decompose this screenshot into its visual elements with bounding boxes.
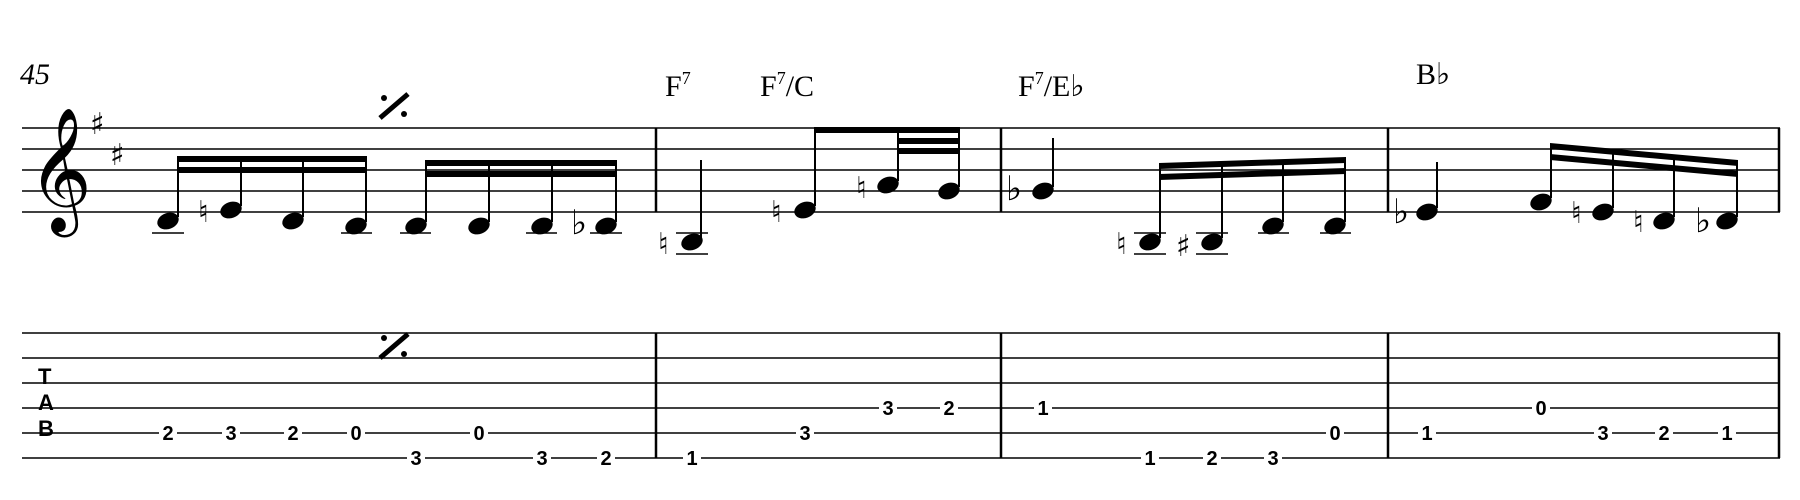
tab-fret-number: 3 — [882, 398, 894, 420]
chord-symbol — [1018, 68, 1085, 103]
key-signature — [90, 107, 125, 173]
svg-text:B: B — [38, 416, 54, 441]
natural-icon: ♮ — [1633, 205, 1644, 240]
natural-icon: ♮ — [1116, 227, 1127, 262]
tab-fret-number: 2 — [943, 398, 955, 420]
tab-fret-number: 0 — [1329, 423, 1341, 445]
beam-group — [658, 127, 962, 262]
tab-fret-number: 2 — [600, 448, 612, 470]
treble-clef-icon: 𝄞 — [28, 107, 92, 232]
tab-fret-number: 0 — [350, 423, 362, 445]
chord-symbol — [1416, 58, 1450, 91]
tab-fret-number: 3 — [536, 448, 548, 470]
tab-fret-number: 2 — [1206, 448, 1218, 470]
beam-group — [1006, 138, 1351, 264]
tab-fret-number: 3 — [1267, 448, 1279, 470]
tab-fret-number: 0 — [1535, 398, 1547, 420]
svg-text:♯: ♯ — [110, 138, 125, 173]
chord-symbol — [665, 68, 691, 103]
tab-fret-number: 1 — [1144, 448, 1156, 470]
svg-text:F7/E♭: $F^7/E♭$ — [1018, 68, 1085, 103]
tab-fret-number: 2 — [1658, 423, 1670, 445]
tab-fret-number: 3 — [799, 423, 811, 445]
svg-text:F7/C: $F^7/C$ — [760, 68, 815, 103]
simile-mark-icon — [380, 334, 408, 358]
svg-text:F7: $F^7$ — [665, 68, 691, 103]
tab-fret-number: 2 — [287, 423, 299, 445]
tab-fret-number: 3 — [1597, 423, 1609, 445]
tab-fret-number: 1 — [1037, 398, 1049, 420]
measure-number: 45 — [20, 58, 50, 91]
natural-icon: ♮ — [856, 171, 867, 206]
tab-clef — [38, 364, 54, 441]
natural-icon: ♮ — [658, 227, 669, 262]
natural-icon: ♮ — [198, 195, 209, 230]
natural-icon: ♮ — [1571, 196, 1582, 231]
svg-text:♯: ♯ — [90, 107, 105, 142]
tab-fret-number: 0 — [473, 423, 485, 445]
beam-group — [152, 156, 622, 243]
svg-text:B♭: B♭ — [1416, 58, 1451, 91]
beam-group — [1393, 143, 1740, 241]
tab-fret-number: 2 — [162, 423, 174, 445]
sharp-icon: ♯ — [1176, 229, 1191, 264]
tab-fret-number: 1 — [1721, 423, 1733, 445]
tab-fret-number: 1 — [686, 448, 698, 470]
chord-symbol — [760, 68, 814, 103]
tab-fret-number: 3 — [410, 448, 422, 470]
simile-mark-icon — [380, 94, 408, 118]
tab-fret-number: 3 — [225, 423, 237, 445]
flat-icon: ♭ — [1393, 192, 1410, 232]
svg-text:T: T — [38, 364, 52, 389]
natural-icon: ♮ — [771, 195, 782, 230]
flat-icon: ♭ — [1695, 201, 1712, 241]
tab-fret-number: 1 — [1421, 423, 1433, 445]
flat-icon: ♭ — [571, 203, 588, 243]
flat-icon: ♭ — [1006, 169, 1023, 209]
svg-text:A: A — [38, 390, 54, 415]
